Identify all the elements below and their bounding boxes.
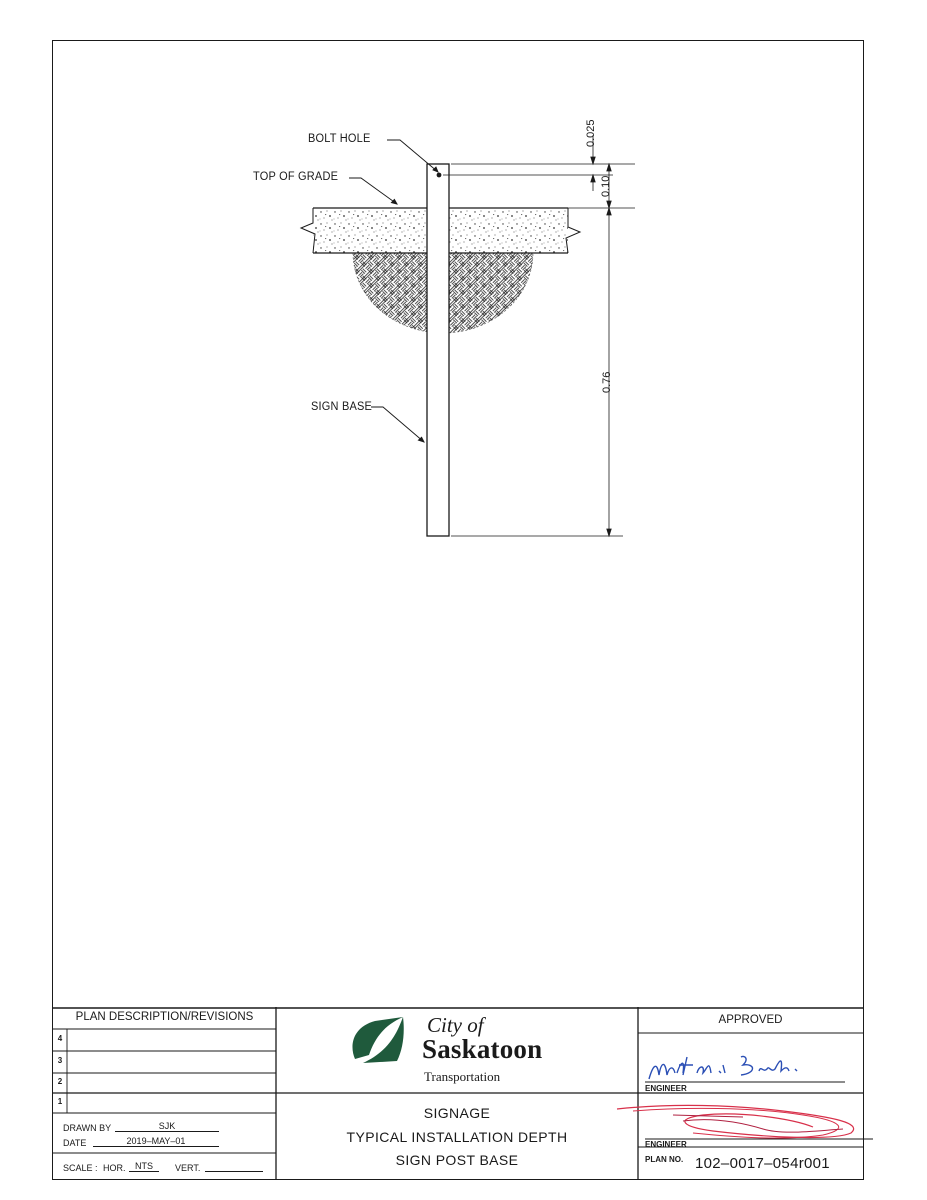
revision-number-3: 3 [57, 1056, 63, 1065]
drawing-title-line-1: SIGNAGE [423, 1105, 491, 1121]
bolt-hole-marker [437, 173, 442, 178]
dimension-0-10: 0.10 [600, 175, 612, 197]
scale-vert-label: VERT. [175, 1163, 201, 1173]
drawing-title-line-2: TYPICAL INSTALLATION DEPTH [346, 1129, 568, 1145]
top-of-grade-label: TOP OF GRADE [253, 170, 339, 184]
revisions-title: PLAN DESCRIPTION/REVISIONS [75, 1011, 254, 1023]
drawn-by-label: DRAWN BY [63, 1123, 112, 1133]
logo-city-of: City of [427, 1013, 484, 1037]
sign-base-label: SIGN BASE [311, 400, 373, 414]
dimension-0-76: 0.76 [601, 371, 613, 393]
scale-label: SCALE : [63, 1163, 98, 1173]
approved-header: APPROVED [718, 1014, 783, 1026]
title-block [53, 1007, 863, 1179]
drawn-by-value: SJK [115, 1121, 219, 1132]
sign-post [427, 164, 449, 536]
plan-number-label: PLAN NO. [645, 1155, 684, 1164]
revision-number-4: 4 [57, 1034, 63, 1043]
engineer-label-2: ENGINEER [645, 1140, 687, 1149]
logo-saskatoon: Saskatoon [422, 1034, 543, 1064]
engineer-label-1: ENGINEER [645, 1084, 687, 1093]
date-value: 2019–MAY–01 [93, 1136, 219, 1147]
drawing-sheet [52, 40, 864, 1180]
date-label: DATE [63, 1138, 87, 1148]
dimension-0-025: 0.025 [585, 119, 597, 147]
plan-number-value: 102–0017–054r001 [695, 1155, 830, 1172]
drawing-title-line-3: SIGN POST BASE [395, 1152, 519, 1168]
revision-number-1: 1 [57, 1097, 63, 1106]
scale-vert-value [205, 1161, 263, 1172]
scale-hor-label: HOR. [103, 1163, 126, 1173]
engineer-signature-1 [645, 1051, 845, 1085]
saskatoon-logo-icon [345, 1015, 405, 1065]
scale-hor-value: NTS [129, 1161, 159, 1172]
revision-number-2: 2 [57, 1077, 63, 1086]
post-installation-drawing [53, 41, 863, 1007]
logo-department: Transportation [424, 1069, 501, 1084]
bolt-hole-label: BOLT HOLE [308, 132, 371, 146]
